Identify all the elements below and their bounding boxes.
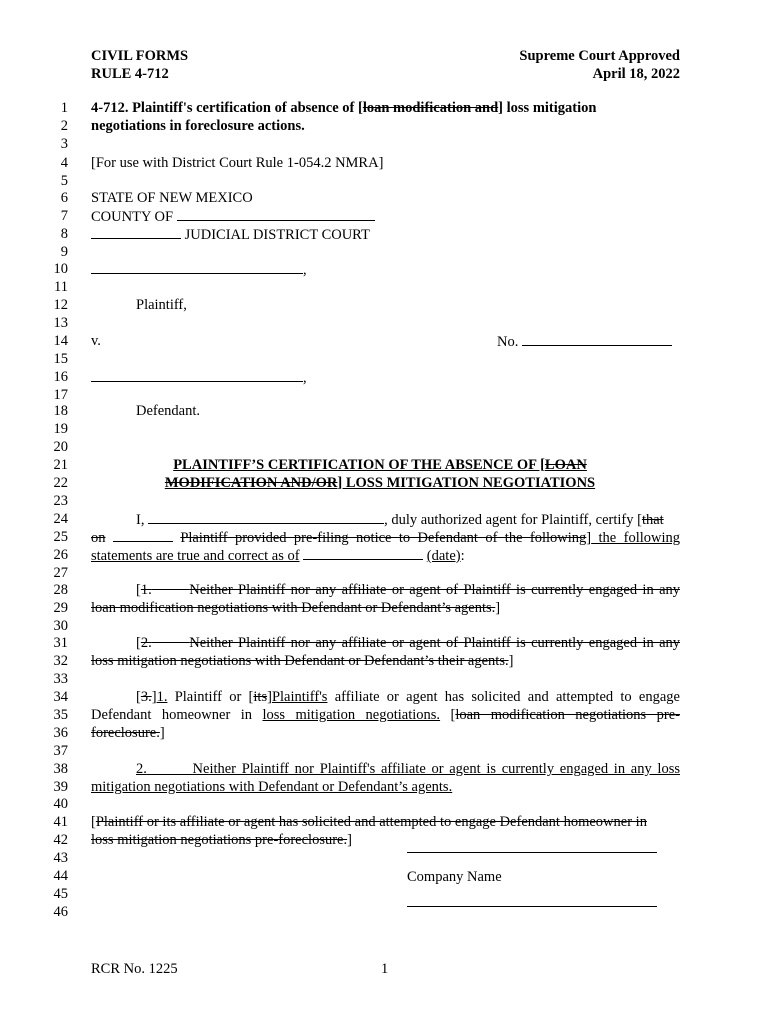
heading-line2 [40,475,720,492]
notice-date-blank[interactable] [113,529,173,542]
line-number: 28 [53,582,68,598]
line-number: 38 [53,761,68,777]
intro-comma: , [588,512,593,528]
para4-line39: mitigation negotiations with Defendant or Defendant’s agents. [91,779,453,795]
line-number: 20 [53,439,68,455]
line-number: 18 [53,403,68,419]
plaintiff-comma: , [303,262,307,278]
header-approval: Supreme Court Approved [519,48,680,64]
line-number: 29 [53,600,68,616]
para1-text-a: Neither Plaintiff nor any affiliate or agent of Plaintiff is currently engaged in any [189,582,681,598]
defendant-name-blank[interactable] [91,369,303,382]
second-signature-line[interactable] [407,906,657,907]
para3-line36 [91,725,680,742]
para3-line35 [91,707,680,724]
company-signature-line[interactable] [407,852,657,853]
line-number: 11 [54,279,68,295]
footer-rcr: RCR No. 1225 [91,961,178,977]
line-number: 30 [53,618,68,634]
para4-number: 2. [136,761,147,777]
para2-number: 2. [140,635,152,651]
para2-close: ] [508,653,514,669]
para3-open2: [ [440,707,456,723]
para3-defendant-text: Defendant homeowner in [91,707,263,723]
line-number: 19 [53,421,68,437]
line-number: 16 [53,369,68,385]
agent-name-blank[interactable] [148,511,384,524]
line-number: 13 [53,315,68,331]
para1-close: ] [495,600,501,616]
para3-close2: ] [267,689,272,705]
line-number: 17 [53,387,68,403]
page-number: 1 [381,961,389,977]
para3-open: [ [136,689,141,705]
para3-close3: ] [159,725,165,741]
court-line [91,226,680,244]
heading-text: PLAINTIFF’S CERTIFICATION OF THE ABSENCE OF [ [173,457,545,473]
line-number: 43 [53,850,68,866]
para1-line28 [91,582,680,599]
county-line [91,208,680,226]
para3-text-a: Plaintiff or [ [167,689,254,705]
intro-struck-notice: Plaintiff provided pre-filing notice to Defendant of the following [180,530,587,546]
line-number: 7 [60,208,68,224]
para3-text-b: affiliate or agent has solicited and attempted to engage [327,689,680,705]
para3-struck-loan: loan modification negotiations pre- [455,707,680,723]
para1-text-b: loan modification negotiations with Defendant or Defendant’s agents. [91,600,496,616]
para2-text-a: Neither Plaintiff nor any affiliate or agent of Plaintiff is currently engaged in any [189,635,681,651]
for-use-note: [For use with District Court Rule 1-054.2 NMRA] [91,155,384,171]
county-label: COUNTY OF [91,209,174,225]
line-number: 8 [60,226,68,242]
line-number: 44 [53,868,68,884]
line-number: 27 [53,565,68,581]
intro-colon: : [460,548,465,564]
court-label: JUDICIAL DISTRICT COURT [184,227,370,243]
heading-struck-loan: LOAN [544,457,587,473]
intro-line24 [91,511,680,529]
header-right [519,47,680,83]
intro-bracket: ] [586,530,592,546]
para2-open: [ [136,635,141,651]
header-left [91,47,188,83]
company-name-label: Company Name [407,869,502,885]
case-number-line [497,333,697,351]
rule-title-struck: loan modification and [362,100,499,116]
line-number: 6 [60,190,68,206]
line-number: 34 [53,689,68,705]
intro-line26 [91,547,680,565]
line-number: 33 [53,671,68,687]
para3-loss-mitigation: loss mitigation negotiations. [262,707,441,723]
para1-number: 1. [140,582,152,598]
line-number: 35 [53,707,68,723]
line-number: 9 [60,244,68,260]
para3-struck-its: its [253,689,268,705]
line-number: 26 [53,547,68,563]
para2-line31 [91,635,680,652]
header-rule-number: RULE 4-712 [91,66,169,82]
para3-struck-number: 3. [140,689,152,705]
defendant-name-line [91,369,680,387]
rule-title-text-end: ] loss mitigation [498,100,597,116]
para5-open: [ [91,814,96,830]
line-number: 31 [53,635,68,651]
para5-line41 [91,814,680,831]
line-number: 3 [60,136,68,152]
line-number: 45 [53,886,68,902]
line-number: 39 [53,779,68,795]
line-number: 5 [60,173,68,189]
defendant-comma: , [303,370,307,386]
line-number: 2 [60,118,68,134]
line-number: 14 [53,333,68,349]
para5-text-b: loss mitigation negotiations pre-foreclosure. [91,832,348,848]
intro-following: the following [591,530,681,546]
line-number: 12 [53,297,68,313]
para5-text-a: Plaintiff or its affiliate or agent has solicited and attempted to engage Defendant homeowner in [95,814,647,830]
line-number: 10 [53,261,68,277]
line-number: 23 [53,493,68,509]
plaintiff-name-blank[interactable] [91,261,303,274]
intro-agent-text: , duly authorized agent for Plaintiff [384,512,589,528]
para2-line32 [91,653,680,670]
para5-line42 [91,832,680,849]
plaintiff-name-line [91,261,680,279]
district-blank[interactable] [91,226,181,239]
heading-text-end: ] LOSS MITIGATION NEGOTIATIONS [337,475,596,491]
statement-date-blank[interactable] [303,547,423,560]
line-number: 42 [53,832,68,848]
intro-i: I, [136,512,145,528]
para5-close: ] [347,832,352,848]
para4-line38 [91,761,680,778]
line-number: 32 [53,653,68,669]
plaintiff-label: Plaintiff, [136,297,187,313]
intro-line25 [91,529,680,547]
para1-line29 [91,600,680,617]
line-number: 40 [53,796,68,812]
para3-close: ] [151,689,157,705]
case-number-label: No. [497,334,519,350]
heading-struck-modification: MODIFICATION AND/OR [164,475,338,491]
intro-statements: statements are true and correct as of [91,548,300,564]
line-number: 37 [53,743,68,759]
intro-struck-that: that [641,512,664,528]
para3-struck-foreclosure: foreclosure. [91,725,160,741]
rule-title-line2: negotiations in foreclosure actions. [91,118,305,134]
header-form-type: CIVIL FORMS [91,48,189,64]
line-number: 4 [60,155,68,171]
line-number: 1 [60,100,68,116]
line-number: 22 [53,475,68,491]
line-number: 36 [53,725,68,741]
para4-text-a: Neither Plaintiff nor Plaintiff's affiliate or agent is currently engaged in any loss [192,761,680,777]
county-blank[interactable] [177,208,375,221]
line-number: 21 [53,457,68,473]
para3-number: 1. [156,689,168,705]
para3-line34 [91,689,680,706]
heading-line1 [40,457,720,474]
state-line: STATE OF NEW MEXICO [91,190,253,206]
rule-title-line1 [91,100,680,117]
line-number: 41 [53,814,68,830]
para2-text-b: loss mitigation negotiations with Defendant or Defendant’s their agents. [91,653,509,669]
intro-struck-on: on [91,530,106,546]
case-number-blank[interactable] [522,333,672,346]
line-number: 25 [53,529,68,545]
rule-title-text: 4-712. Plaintiff's certification of absence of [ [91,100,363,116]
versus-label: v. [91,333,101,349]
line-number: 24 [53,511,68,527]
para3-plaintiffs: Plaintiff's [271,689,328,705]
line-number: 46 [53,904,68,920]
intro-date-label: (date) [426,548,461,564]
defendant-label: Defendant. [136,403,201,419]
line-number: 15 [53,351,68,367]
para1-open: [ [136,582,141,598]
header-date: April 18, 2022 [592,66,680,82]
intro-certify: certify [ [592,512,642,528]
